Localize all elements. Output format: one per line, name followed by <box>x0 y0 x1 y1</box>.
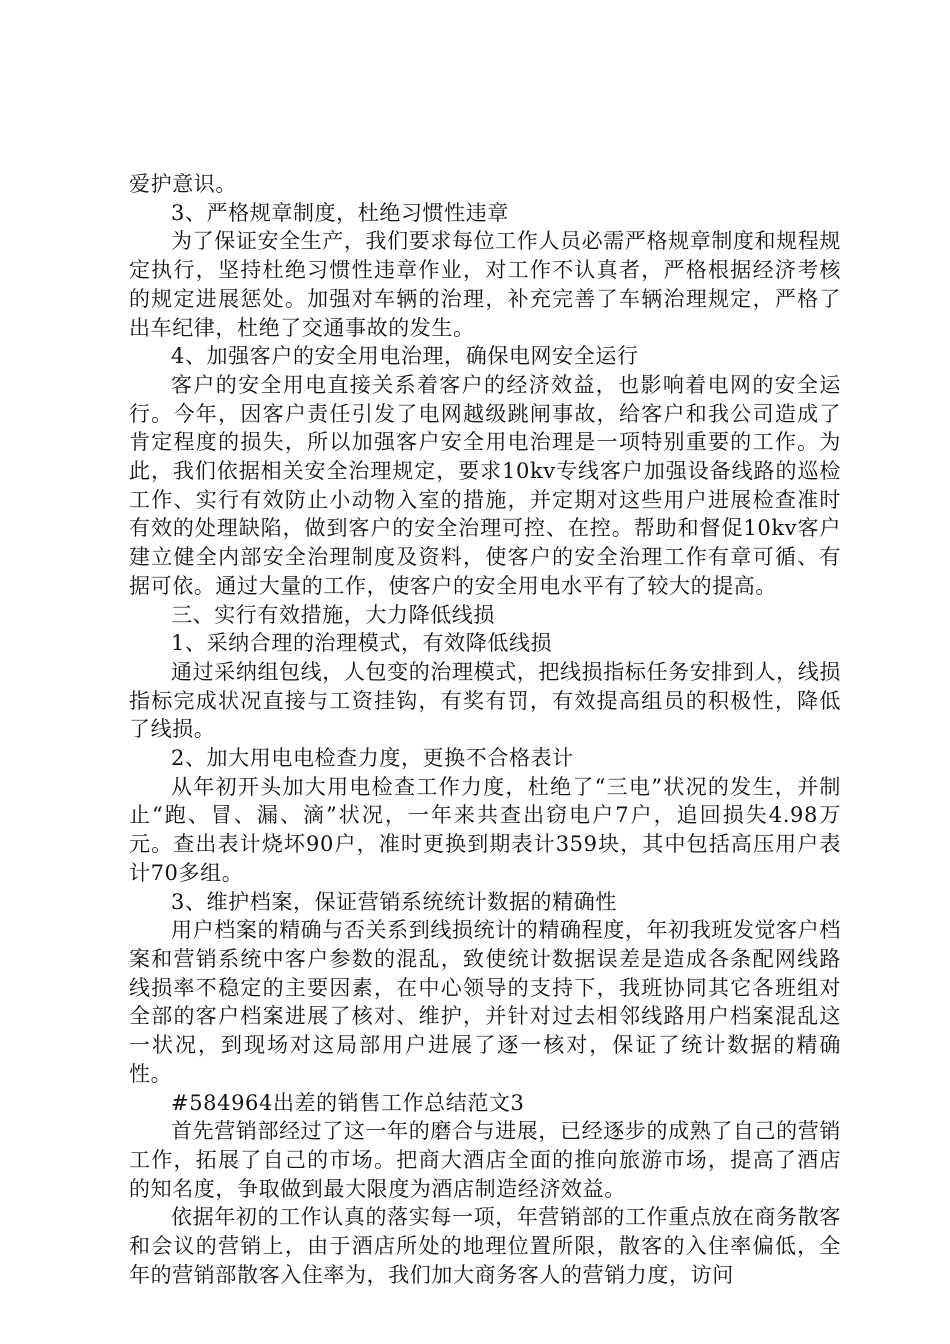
body-paragraph: 通过采纳组包线，人包变的治理模式，把线损指标任务安排到人，线损指标完成状况直接与工资挂钩，有奖有罚，有效提高组员的积极性，降低了线损。 <box>129 659 841 742</box>
body-paragraph: 依据年初的工作认真的落实每一项，年营销部的工作重点放在商务散客和会议的营销上，由于酒店所处的地理位置所限，散客的入住率偏低，全年的营销部散客入住率为，我们加大商务客人的营销力度，访问 <box>129 1205 841 1287</box>
paragraph-continuation: 爱护意识。 <box>129 172 237 196</box>
section-heading: 1、采纳合理的治理模式，有效降低线损 <box>171 631 553 656</box>
body-paragraph: 从年初开头加大用电检查工作力度，杜绝了“三电”状况的发生，并制止“跑、冒、漏、滴”状况，一年来共查出窃电户7户，追回损失4.98万元。查出表计烧坏90户，准时更换到期表计359块，其中包括高压用户表计70多组。 <box>129 774 841 885</box>
body-paragraph: 为了保证安全生产，我们要求每位工作人员必需严格规章制度和规程规定执行，坚持杜绝习惯性违章作业，对工作不认真者，严格根据经济考核的规定进展惩处。加强对车辆的治理，补充完善了车辆治理规定，严格了出车纪律，杜绝了交通事故的发生。 <box>129 229 841 340</box>
section-heading: 4、加强客户的安全用电治理，确保电网安全运行 <box>171 344 639 369</box>
section-heading: 3、严格规章制度，杜绝习惯性违章 <box>171 200 509 225</box>
section-heading: 三、实行有效措施，大力降低线损 <box>171 602 495 627</box>
section-heading: 2、加大用电电检查力度，更换不合格表计 <box>171 746 574 771</box>
body-paragraph: 用户档案的精确与否关系到线损统计的精确程度，年初我班发觉客户档案和营销系统中客户参数的混乱，致使统计数据误差是造成各条配网线路线损率不稳定的主要因素，在中心领导的支持下，我班协同其它各班组对全部的客户档案进展了核对、维护，并针对过去相邻线路用户档案混乱这一状况，到现场对这局部用户进展了逐一核对，保证了统计数据的精确性。 <box>129 918 841 1086</box>
section-heading: 3、维护档案，保证营销系统统计数据的精确性 <box>171 889 617 914</box>
body-paragraph: 客户的安全用电直接关系着客户的经济效益，也影响着电网的安全运行。今年，因客户责任引发了电网越级跳闸事故，给客户和我公司造成了肯定程度的损失，所以加强客户安全用电治理是一项特别重要的工作。为此，我们依据相关安全治理规定，要求10kv专线客户加强设备线路的巡检工作、实行有效防止小动物入室的措施，并定期对这些用户进展检查准时有效的处理缺陷，做到客户的安全治理可控、在控。帮助和督促10kv客户建立健全内部安全治理制度及资料，使客户的安全治理工作有章可循、有据可依。通过大量的工作，使客户的安全用电水平有了较大的提高。 <box>129 372 841 598</box>
document-body <box>129 170 841 1289</box>
body-paragraph: 首先营销部经过了这一年的磨合与进展，已经逐步的成熟了自己的营销工作，拓展了自己的市场。把商大酒店全面的推向旅游市场，提高了酒店的知名度，争取做到最大限度为酒店制造经济效益。 <box>129 1119 841 1201</box>
document-title: #584964出差的销售工作总结范文3 <box>171 1090 525 1115</box>
